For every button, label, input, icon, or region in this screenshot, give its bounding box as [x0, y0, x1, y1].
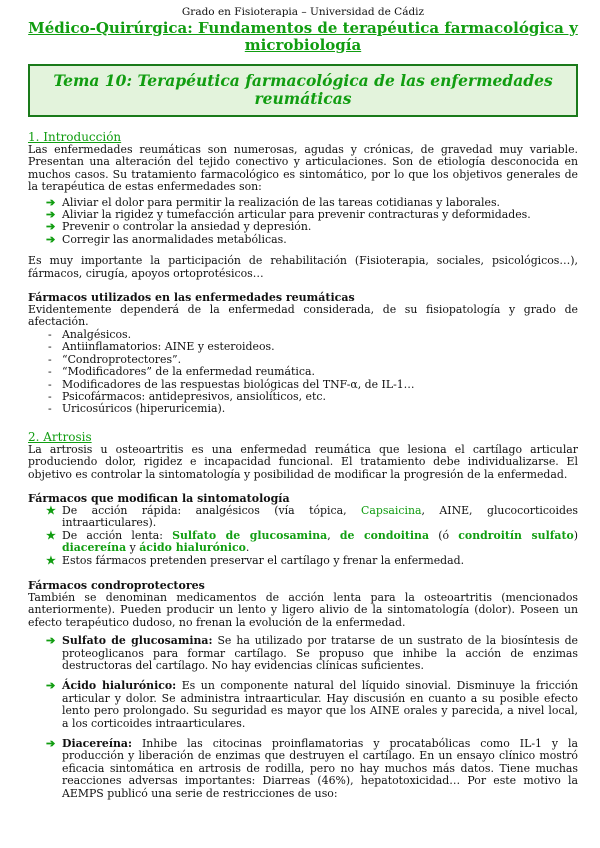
- list-item: - Modificadores de las respuestas biológicas del TNF-α, de IL-1…: [48, 377, 415, 391]
- list-item: - “Condroprotectores”.: [48, 352, 182, 366]
- list-item: - “Modificadores” de la enfermedad reumática.: [48, 365, 315, 379]
- list-item: - Analgésicos.: [48, 327, 132, 341]
- arrow-icon: ➔: [46, 220, 56, 234]
- list-item: ★ Estos fármacos pretenden preservar el cartílago y frenar la enfermedad.: [46, 553, 465, 567]
- intro-paragraph: Las enfermedades reumáticas son numerosas, agudas y crónicas, de gravedad muy variable. Presentan una alteración del tejido conectivo y articulaciones. Son de etiología desconocida en muchos casos. Su tratamiento farmacológico es sintomático, por lo que los objetivos generales de la terapéutica de estas enfermedades son:: [28, 143, 578, 194]
- list-item: ➔ Aliviar la rigidez y tumefacción articular para prevenir contracturas y deformidades.: [46, 208, 531, 222]
- list-item: ★ De acción lenta: Sulfato de glucosamina, de condoitina (ó condroitín sulfato) diacereína y ácido hialurónico.: [46, 528, 578, 555]
- list-item: ➔ Corregir las anormalidades metabólicas.: [46, 232, 287, 246]
- condro-heading: Fármacos condroprotectores: [28, 578, 205, 592]
- arrow-icon: ➔: [46, 634, 56, 648]
- star-icon: ★: [46, 503, 56, 517]
- list-item: - Uricosúricos (hiperuricemia).: [48, 402, 226, 416]
- arrow-icon: ➔: [46, 208, 56, 222]
- arrow-icon: ➔: [46, 195, 56, 209]
- rehab-paragraph: Es muy importante la participación de rehabilitación (Fisioterapia, sociales, psicológicos…), fármacos, cirugía, apoyos ortoprotésicos…: [28, 254, 578, 280]
- mod-heading: Fármacos que modifican la sintomatología: [28, 491, 290, 505]
- star-icon: ★: [46, 528, 56, 542]
- list-item: - Psicofármacos: antidepresivos, ansiolíticos, etc.: [48, 389, 326, 403]
- dash-icon: -: [48, 352, 52, 366]
- list-item: ➔ Prevenir o controlar la ansiedad y depresión.: [46, 220, 312, 234]
- list-item: ➔ Sulfato de glucosamina: Se ha utilizado por tratarse de un sustrato de la biosíntesis de proteoglicanos para formar cartílago. Se propuso que inhibe la acción de enzimas destructoras del cartílago. No hay evidencias clínicas suficientes.: [46, 634, 578, 672]
- course-header: Grado en Fisioterapia – Universidad de Cádiz: [181, 6, 425, 18]
- dash-icon: -: [48, 340, 52, 354]
- list-item: ➔ Aliviar el dolor para permitir la realización de las tareas cotidianas y laborales.: [46, 195, 501, 209]
- arrow-icon: ➔: [46, 737, 56, 751]
- dash-icon: -: [48, 327, 52, 341]
- arrow-icon: ➔: [46, 232, 56, 246]
- list-item: - Antiinflamatorios: AINE y esteroideos.: [48, 340, 275, 354]
- section-title-introduccion: 1. Introducción: [28, 130, 122, 144]
- star-icon: ★: [46, 553, 56, 567]
- dash-icon: -: [48, 377, 52, 391]
- tema-banner: Tema 10: Terapéutica farmacológica de las enfermedades reumáticas: [28, 64, 578, 117]
- artrosis-paragraph: La artrosis u osteoartritis es una enfermedad reumática que lesiona el cartílago articular produciendo dolor, rigidez e incapacidad funcional. El tratamiento debe individualizarse. El objetivo es controlar la sintomatología y posibilidad de modificar la progresión de la enfermedad.: [28, 442, 578, 481]
- arrow-icon: ➔: [46, 679, 56, 693]
- list-item: ➔ Diacereína: Inhibe las citocinas proinflamatorias y procatabólicas como IL-1 y la producción y liberación de enzimas que destruyen el cartílago. En un ensayo clínico mostró eficacia sintomática en artrosis de rodilla, pero no hay muchos más datos. Tiene muchas reacciones adversas importantes: Diarreas (46%), hepatotoxicidad… Por este motivo la AEMPS publicó una serie de restricciones de uso:: [46, 737, 578, 800]
- drugs-intro: Evidentemente dependerá de la enfermedad considerada, de su fisiopatología y grado de afectación.: [28, 303, 578, 329]
- section-title-artrosis: 2. Artrosis: [28, 429, 92, 444]
- condro-paragraph: También se denominan medicamentos de acción lenta para la osteoartritis (mencionados anteriormente). Pueden producir un lento y ligero alivio de la sintomatología (dolor). Poseen un efecto terapéutico dudoso, no frenan la evolución de la enfermedad.: [28, 590, 578, 629]
- drugs-heading: Fármacos utilizados en las enfermedades reumáticas: [28, 291, 355, 305]
- document-page: [28, 6, 578, 800]
- objectives-list: [28, 197, 578, 247]
- condro-list: [28, 635, 578, 800]
- dash-icon: -: [48, 365, 52, 379]
- list-item: ➔ Ácido hialurónico: Es un componente natural del líquido sinovial. Disminuye la fricción articular y dolor. Se administra intraarticular. Hay discusión en cuanto a su posible efecto lento pero prolongado. Su seguridad es mayor que los AINE orales y parecida, a nivel local, a los corticoides intraarticulares.: [46, 679, 579, 730]
- subject-title: Médico-Quirúrgica: Fundamentos de terapéutica farmacológica y microbiología: [28, 19, 578, 54]
- dash-icon: -: [48, 389, 52, 403]
- dash-icon: -: [48, 402, 52, 416]
- drugs-list: [28, 329, 578, 416]
- list-item: ★ De acción rápida: analgésicos (vía tópica, Capsaicina, AINE, glucocorticoides intraarticulares).: [46, 503, 578, 530]
- mod-list: [28, 505, 578, 567]
